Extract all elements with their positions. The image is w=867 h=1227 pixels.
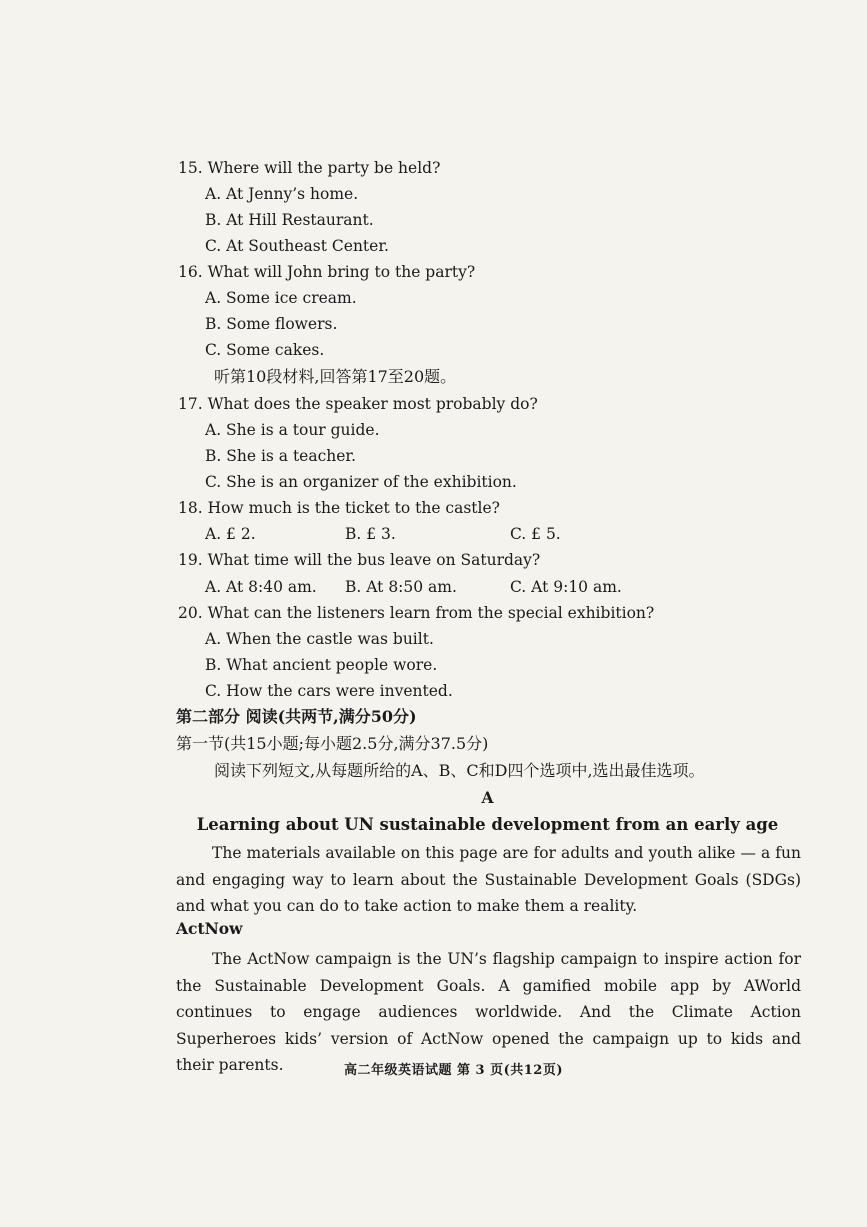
question-19-option-c: C. At 9:10 am.: [510, 578, 622, 596]
question-19-option-a: A. At 8:40 am.: [205, 578, 317, 596]
reading-instruction: 阅读下列短文,从每题所给的A、B、C和D四个选项中,选出最佳选项。: [214, 761, 705, 780]
question-15-option-c: C. At Southeast Center.: [205, 237, 389, 255]
question-16-option-c: C. Some cakes.: [205, 341, 325, 359]
question-18-option-b: B. £ 3.: [345, 525, 396, 543]
part-two-heading: 第二部分 阅读(共两节,满分50分): [176, 707, 417, 726]
question-18-stem: 18. How much is the ticket to the castle?: [178, 499, 500, 517]
passage-subheading: ActNow: [176, 919, 243, 938]
question-19-stem: 19. What time will the bus leave on Saturday?: [178, 551, 541, 569]
question-19-options: [205, 577, 765, 597]
question-17-option-c: C. She is an organizer of the exhibition.: [205, 473, 517, 491]
question-18-option-a: A. £ 2.: [205, 525, 256, 543]
question-16-option-a: A. Some ice cream.: [205, 289, 357, 307]
section-one-heading: 第一节(共15小题;每小题2.5分,满分37.5分): [176, 734, 489, 753]
question-20-option-c: C. How the cars were invented.: [205, 682, 453, 700]
question-15-option-b: B. At Hill Restaurant.: [205, 211, 374, 229]
question-20-option-b: B. What ancient people wore.: [205, 656, 438, 674]
listening-instruction: 听第10段材料,回答第17至20题。: [214, 367, 457, 386]
page-footer: 高二年级英语试题 第 3 页(共12页): [343, 1063, 564, 1078]
question-17-option-b: B. She is a teacher.: [205, 447, 357, 465]
passage-label: A: [481, 788, 494, 807]
question-17-option-a: A. She is a tour guide.: [205, 421, 380, 439]
passage-intro-paragraph: The materials available on this page are for adults and youth alike — a fun and engaging way to learn about the Sustainable Development Goals (SDGs) and what you can do to take action to make them a reality.: [176, 844, 801, 915]
question-15-option-a: A. At Jenny’s home.: [205, 185, 359, 203]
question-18-option-c: C. £ 5.: [510, 525, 561, 543]
question-16-option-b: B. Some flowers.: [205, 315, 338, 333]
passage-title: Learning about UN sustainable development from an early age: [196, 815, 779, 834]
question-20-stem: 20. What can the listeners learn from the special exhibition?: [178, 604, 655, 622]
question-19-option-b: B. At 8:50 am.: [345, 578, 457, 596]
question-16-stem: 16. What will John bring to the party?: [178, 263, 476, 281]
question-20-option-a: A. When the castle was built.: [205, 630, 434, 648]
question-18-options: [205, 524, 765, 544]
passage-body-paragraph: The ActNow campaign is the UN’s flagship campaign to inspire action for the Sustainable Development Goals. A gamified mobile app by AWorld continues to engage audiences worldwide. And the Climate Action Superheroes kids’ version of ActNow opened the campaign up to kids and their parents.: [176, 950, 801, 1074]
question-15-stem: 15. Where will the party be held?: [178, 159, 441, 177]
question-17-stem: 17. What does the speaker most probably do?: [178, 395, 538, 413]
